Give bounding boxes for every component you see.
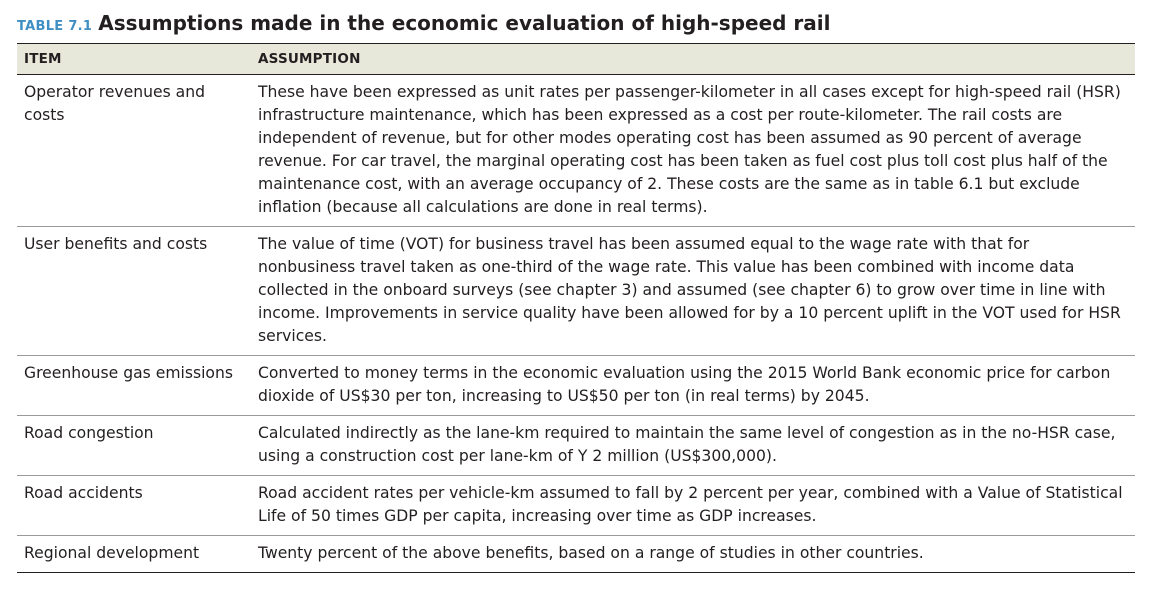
table-row <box>17 75 1135 227</box>
row-item-label: Greenhouse gas emissions <box>24 364 233 382</box>
row-assumption-text: Calculated indirectly as the lane-km required to maintain the same level of congestion as in the no-HSR case, using a construction cost per lane-km of Y 2 million (US$300,000). <box>258 424 1116 465</box>
row-item-label: Road accidents <box>24 484 143 502</box>
table-row <box>17 227 1135 356</box>
document-page <box>17 8 1135 573</box>
row-assumption-text: Twenty percent of the above benefits, based on a range of studies in other countries. <box>258 544 924 562</box>
table-row <box>17 476 1135 536</box>
table-title: Assumptions made in the economic evaluation of high-speed rail <box>98 11 831 35</box>
table-row <box>17 356 1135 416</box>
row-assumption-text: Converted to money terms in the economic evaluation using the 2015 World Bank economic price for carbon dioxide of US$30 per ton, increasing to US$50 per ton (in real terms) by 2045. <box>258 364 1111 405</box>
row-item-label: Regional development <box>24 544 200 562</box>
table-caption <box>17 8 1135 38</box>
column-header-item: ITEM <box>24 51 62 67</box>
table-row <box>17 416 1135 476</box>
row-assumption-text: Road accident rates per vehicle-km assumed to fall by 2 percent per year, combined with a Value of Statistical Life of 50 times GDP per capita, increasing over time as GDP increases. <box>258 484 1123 525</box>
row-item-label: Operator revenues and costs <box>24 83 206 124</box>
row-item-label: Road congestion <box>24 424 154 442</box>
table-header-row <box>17 44 1135 75</box>
table-number-label: TABLE 7.1 <box>17 19 93 34</box>
assumptions-table <box>17 43 1135 573</box>
row-assumption-text: The value of time (VOT) for business travel has been assumed equal to the wage rate with that for nonbusiness travel taken as one-third of the wage rate. This value has been combined with income data collected in the onboard surveys (see chapter 3) and assumed (see chapter 6) to grow over time in line with income. Improvements in service quality have been allowed for by a 10 percent uplift in the VOT used for HSR services. <box>258 235 1121 345</box>
row-assumption-text: These have been expressed as unit rates per passenger-kilometer in all cases except for high-speed rail (HSR) infrastructure maintenance, which has been expressed as a cost per route-kilometer. The rail costs are independent of revenue, but for other modes operating cost has been assumed as 90 percent of average revenue. For car travel, the marginal operating cost has been taken as fuel cost plus toll cost plus half of the maintenance cost, with an average occupancy of 2. These costs are the same as in table 6.1 but exclude inflation (because all calculations are done in real terms). <box>258 83 1121 216</box>
row-item-label: User benefits and costs <box>24 235 208 253</box>
column-header-assumption: ASSUMPTION <box>258 51 361 67</box>
table-row <box>17 536 1135 572</box>
